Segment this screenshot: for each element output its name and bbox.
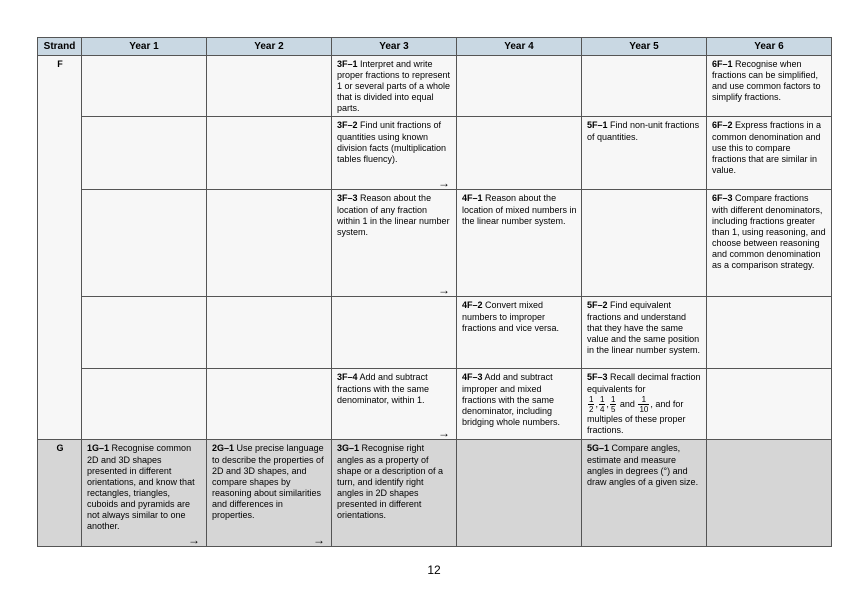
cell-6f-1	[707, 56, 832, 117]
header-year-4: Year 4	[457, 38, 582, 56]
objective-code: 6F–2	[712, 120, 733, 131]
objective-text: Reason about the location of mixed numbers in the linear number system.	[462, 193, 577, 226]
objective-text: Recognise when fractions can be simplified, and use common factors to simplify fractions.	[712, 59, 821, 103]
objective-code: 6F–1	[712, 59, 733, 69]
cell-empty	[82, 117, 207, 190]
objective-text-continued: , and for multiples of these proper fractions.	[587, 398, 686, 435]
objective-text: Recognise right angles as a property of shape or a description of a turn, and identify right angles in 2D shapes presented in different orientations.	[337, 443, 444, 521]
cell-2g-1	[207, 440, 332, 547]
table-row	[38, 369, 832, 440]
table-row	[38, 440, 832, 547]
objective-text: Compare angles, estimate and measure angles in degrees (°) and draw angles of a given size.	[587, 443, 699, 487]
cell-3f-3	[332, 190, 457, 297]
objective-code: 4F–3	[462, 372, 483, 383]
cell-empty	[207, 369, 332, 440]
objective-code: 3G–1	[337, 443, 360, 454]
cell-4f-1	[457, 190, 582, 297]
objective-text: Interpret and write proper fractions to represent 1 or several parts of a whole that is divided into equal parts.	[337, 59, 451, 114]
cell-empty	[207, 297, 332, 369]
objective-text: Add and subtract improper and mixed fractions with the same denominator, including bridging whole numbers.	[462, 372, 561, 427]
objective-code: 4F–1	[462, 193, 483, 204]
curriculum-table	[37, 37, 832, 547]
fraction-denominator: 4	[599, 404, 605, 414]
cell-empty	[707, 297, 832, 369]
objective-text: Find non-unit fractions of quantities.	[587, 120, 700, 142]
cell-5f-3	[582, 369, 707, 440]
cell-empty	[82, 369, 207, 440]
objective-code: 5G–1	[587, 443, 610, 454]
fraction-denominator: 10	[639, 404, 649, 414]
fraction-numerator: 1	[599, 394, 605, 404]
header-year-2: Year 2	[207, 38, 332, 56]
cell-empty	[457, 117, 582, 190]
objective-text: Find unit fractions of quantities using known division facts (multiplication tables fluency).	[337, 120, 447, 164]
header-year-3: Year 3	[332, 38, 457, 56]
table-row	[38, 56, 832, 117]
separator-comma: ,	[606, 398, 609, 409]
cell-empty	[82, 56, 207, 117]
fraction-denominator: 2	[589, 404, 594, 414]
fraction-numerator: 1	[589, 394, 594, 404]
fraction	[638, 395, 649, 414]
fraction-numerator: 1	[638, 395, 649, 405]
cell-empty	[207, 190, 332, 297]
objective-text: Convert mixed numbers to improper fractions and vice versa.	[462, 300, 560, 333]
conjunction-and: and	[619, 398, 635, 409]
table-row	[38, 190, 832, 297]
objective-code: 3F–3	[337, 193, 358, 204]
fraction-numerator: 1	[610, 394, 616, 404]
cell-5g-1	[582, 440, 707, 547]
arrow-right-icon: →	[188, 533, 200, 548]
objective-code: 2G–1	[212, 443, 235, 454]
cell-empty	[457, 56, 582, 117]
objective-code: 3F–4	[337, 372, 358, 383]
cell-empty	[582, 56, 707, 117]
objective-code: 6F–3	[712, 193, 733, 204]
header-row	[38, 38, 832, 56]
fraction	[588, 395, 594, 414]
arrow-right-icon: →	[438, 283, 450, 298]
objective-text: Add and subtract fractions with the same denominator, within 1.	[337, 372, 430, 405]
arrow-right-icon: →	[313, 533, 325, 548]
cell-3g-1	[332, 440, 457, 547]
arrow-right-icon: →	[438, 176, 450, 191]
objective-code: 5F–2	[587, 300, 608, 311]
cell-5f-2	[582, 297, 707, 369]
objective-code: 5F–1	[587, 120, 608, 131]
cell-empty	[707, 440, 832, 547]
cell-empty	[207, 56, 332, 117]
cell-6f-2	[707, 117, 832, 190]
header-year-5: Year 5	[582, 38, 707, 56]
cell-empty	[82, 190, 207, 297]
objective-text: Recall decimal fraction equivalents for	[587, 372, 701, 394]
objective-code: 3F–1	[337, 59, 358, 69]
arrow-right-icon: →	[438, 426, 450, 441]
objective-code: 3F–2	[337, 120, 358, 131]
fraction	[610, 395, 616, 414]
fraction	[599, 395, 605, 414]
cell-3f-1	[332, 56, 457, 117]
cell-5f-1	[582, 117, 707, 190]
objective-text: Use precise language to describe the properties of 2D and 3D shapes, and compare shapes by reasoning about similarities and differences in properties.	[212, 443, 324, 521]
header-year-6: Year 6	[707, 38, 832, 56]
cell-empty	[707, 369, 832, 440]
cell-3f-2	[332, 117, 457, 190]
page-number: 12	[427, 563, 441, 577]
cell-1g-1	[82, 440, 207, 547]
header-year-1: Year 1	[82, 38, 207, 56]
objective-text: Reason about the location of any fraction within 1 in the linear number system.	[337, 193, 450, 237]
objective-text: Express fractions in a common denomination and use this to compare fractions that are similar in value.	[712, 120, 822, 175]
cell-empty	[207, 117, 332, 190]
cell-empty	[332, 297, 457, 369]
table-row	[38, 297, 832, 369]
cell-empty	[582, 190, 707, 297]
cell-4f-3	[457, 369, 582, 440]
strand-label-g: G	[38, 440, 82, 547]
objective-code: 5F–3	[587, 372, 608, 383]
objective-text: Compare fractions with different denominators, including fractions greater than 1, using reasoning, and choose between reasoning and common denomination as a comparison strategy.	[712, 193, 826, 271]
cell-empty	[457, 440, 582, 547]
table-row	[38, 117, 832, 190]
objective-text: Find equivalent fractions and understand that they have the same value and the same position in the linear number system.	[587, 300, 701, 355]
cell-3f-4	[332, 369, 457, 440]
cell-empty	[82, 297, 207, 369]
fraction-denominator: 5	[610, 404, 616, 414]
objective-code: 1G–1	[87, 443, 110, 454]
separator-comma: ,	[595, 398, 598, 409]
objective-text: Recognise common 2D and 3D shapes presented in different orientations, and know that rectangles, triangles, cuboids and pyramids are not always similar to one another.	[87, 443, 195, 532]
objective-code: 4F–2	[462, 300, 483, 311]
cell-4f-2	[457, 297, 582, 369]
strand-label-f: F	[38, 56, 82, 440]
header-strand: Strand	[38, 38, 82, 56]
cell-6f-3	[707, 190, 832, 297]
